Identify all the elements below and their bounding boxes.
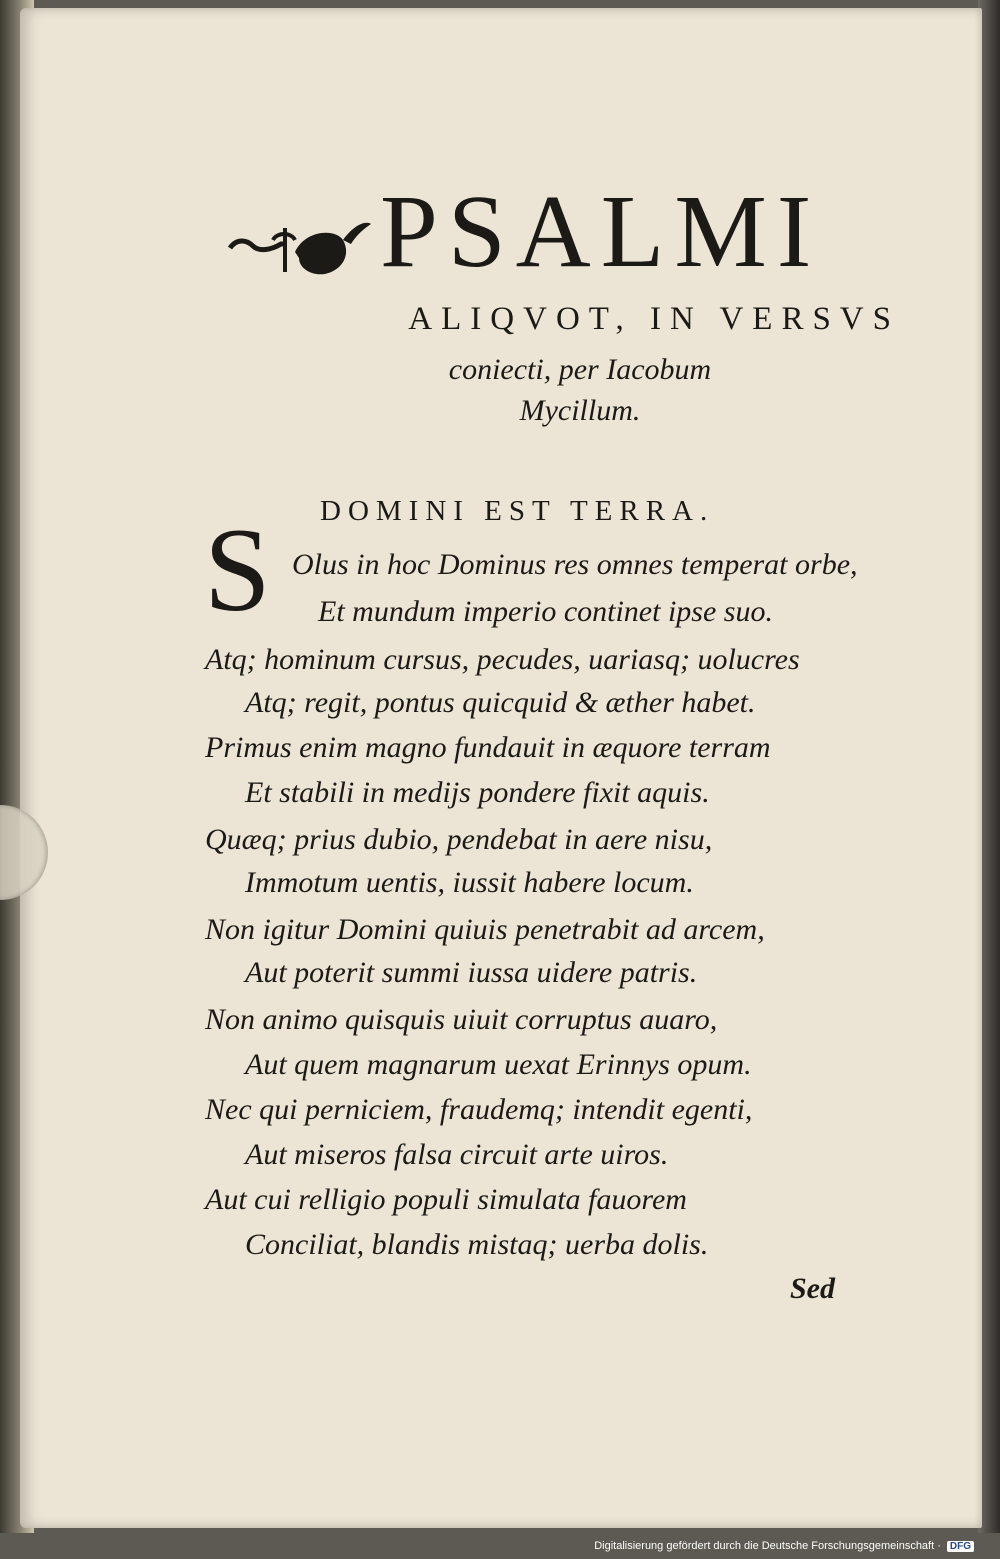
psalm-heading: DOMINI EST TERRA. — [320, 495, 715, 527]
verse-line: Quæq; prius dubio, pendebat in aere nisu, — [205, 823, 713, 856]
verse-line: Non igitur Domini quiuis penetrabit ad arcem, — [205, 913, 765, 946]
verse-line: Aut cui relligio populi simulata fauorem — [205, 1183, 687, 1216]
fleuron-ornament-icon — [225, 210, 375, 280]
verse-line: Immotum uentis, iussit habere locum. — [245, 866, 694, 899]
digitization-footer — [594, 1537, 974, 1555]
verse-line: Atq; regit, pontus quicquid & æther habet. — [245, 686, 756, 719]
verse-line: Nec qui perniciem, fraudemq; intendit egenti, — [205, 1093, 753, 1126]
verse-line: Atq; hominum cursus, pecudes, uariasq; uolucres — [205, 643, 800, 676]
subtitle: ALIQVOT, IN VERSVS — [408, 301, 900, 337]
page-title: PSALMI — [380, 174, 822, 289]
verse-line: Olus in hoc Dominus res omnes temperat orbe, — [292, 548, 858, 581]
drop-cap: S — [204, 503, 271, 636]
verse-line: Primus enim magno fundauit in æquore terram — [205, 731, 771, 764]
byline-line-1: coniecti, per Iacobum — [448, 353, 712, 386]
verse-line: Aut miseros falsa circuit arte uiros. — [245, 1138, 669, 1171]
verse-line: Non animo quisquis uiuit corruptus auaro, — [205, 1003, 718, 1036]
byline — [300, 350, 860, 431]
verse-line: Aut quem magnarum uexat Erinnys opum. — [245, 1048, 752, 1081]
footer-text: Digitalisierung gefördert durch die Deutsche Forschungsgemeinschaft · — [594, 1540, 941, 1552]
verse-line: Conciliat, blandis mistaq; uerba dolis. — [245, 1228, 709, 1261]
verse-line: Aut poterit summi iussa uidere patris. — [245, 956, 698, 989]
dfg-logo-icon: DFG — [947, 1541, 974, 1552]
verse-line: Et mundum imperio continet ipse suo. — [318, 595, 773, 628]
byline-line-2: Mycillum. — [519, 393, 641, 427]
catchword: Sed — [790, 1272, 835, 1305]
verse-line: Et stabili in medijs pondere fixit aquis. — [245, 776, 710, 809]
